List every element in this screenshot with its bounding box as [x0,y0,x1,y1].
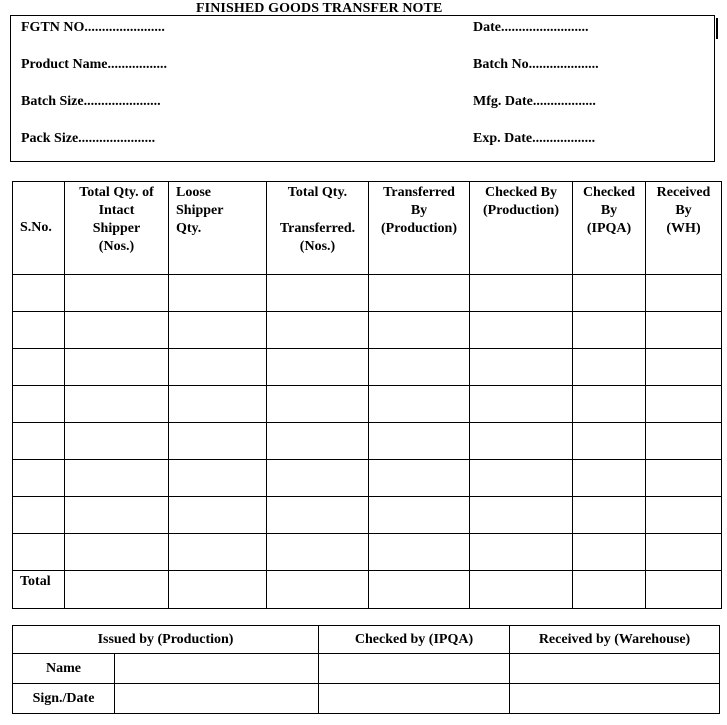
table-cell[interactable] [169,312,267,349]
col-header-total-qty: Total Qty. Transferred. (Nos.) [267,182,369,275]
table-cell[interactable] [65,386,169,423]
table-cell[interactable] [470,423,573,460]
fgtn-no-field[interactable]: FGTN NO....................... [21,20,165,35]
header-edge-mark [716,18,718,39]
transfer-table [12,181,722,609]
batch-no-field[interactable]: Batch No.................... [473,57,599,72]
table-row [13,460,722,497]
table-cell[interactable] [646,386,722,423]
issued-by-name-cell[interactable] [115,654,319,684]
table-cell[interactable] [470,312,573,349]
table-cell[interactable] [13,497,65,534]
received-by-name-cell[interactable] [510,654,720,684]
table-cell[interactable] [573,497,646,534]
table-cell[interactable] [267,460,369,497]
table-cell[interactable] [267,423,369,460]
document-title: FINISHED GOODS TRANSFER NOTE [196,1,443,16]
product-name-field[interactable]: Product Name................. [21,57,167,72]
mfg-date-field[interactable]: Mfg. Date.................. [473,94,596,109]
batch-size-field[interactable]: Batch Size...................... [21,94,161,109]
table-row [13,349,722,386]
sign-date-label: Sign./Date [13,684,115,714]
col-header-loose-shipper: Loose Shipper Qty. [169,182,267,275]
table-cell[interactable] [169,423,267,460]
table-cell[interactable] [169,349,267,386]
table-cell[interactable] [369,534,470,571]
received-by-warehouse-header: Received by (Warehouse) [510,626,720,654]
col-header-sno: S.No. [13,182,65,275]
table-cell[interactable] [169,497,267,534]
received-by-sign-cell[interactable] [510,684,720,714]
table-cell[interactable] [13,386,65,423]
table-cell[interactable] [13,460,65,497]
table-row [13,386,722,423]
table-cell[interactable] [65,534,169,571]
table-cell[interactable] [470,386,573,423]
table-cell[interactable] [573,312,646,349]
table-cell[interactable] [267,386,369,423]
signature-table [12,625,720,714]
total-row [13,571,722,609]
total-cell[interactable] [267,571,369,609]
table-cell[interactable] [267,534,369,571]
table-cell[interactable] [646,460,722,497]
table-cell[interactable] [646,534,722,571]
table-cell[interactable] [646,497,722,534]
table-row [13,312,722,349]
total-cell[interactable] [470,571,573,609]
table-cell[interactable] [169,534,267,571]
col-header-transferred-by: Transferred By (Production) [369,182,470,275]
table-cell[interactable] [573,386,646,423]
table-cell[interactable] [369,275,470,312]
table-cell[interactable] [470,460,573,497]
issued-by-sign-cell[interactable] [115,684,319,714]
table-cell[interactable] [573,423,646,460]
table-cell[interactable] [369,386,470,423]
table-cell[interactable] [573,460,646,497]
table-row [13,275,722,312]
table-cell[interactable] [65,275,169,312]
table-cell[interactable] [13,275,65,312]
total-cell[interactable] [573,571,646,609]
table-cell[interactable] [646,312,722,349]
table-cell[interactable] [646,423,722,460]
total-cell[interactable] [65,571,169,609]
sign-date-row [13,684,720,714]
table-cell[interactable] [13,349,65,386]
table-cell[interactable] [470,534,573,571]
table-cell[interactable] [65,349,169,386]
col-header-intact-shipper: Total Qty. of Intact Shipper (Nos.) [65,182,169,275]
table-cell[interactable] [267,349,369,386]
table-cell[interactable] [369,312,470,349]
total-label: Total [13,571,65,609]
table-cell[interactable] [13,534,65,571]
pack-size-field[interactable]: Pack Size...................... [21,131,156,146]
name-row [13,654,720,684]
table-cell[interactable] [470,497,573,534]
table-cell[interactable] [169,386,267,423]
table-header-row [13,182,722,275]
table-cell[interactable] [267,497,369,534]
total-cell[interactable] [646,571,722,609]
table-row [13,423,722,460]
table-cell[interactable] [369,423,470,460]
table-cell[interactable] [65,312,169,349]
table-cell[interactable] [13,312,65,349]
table-cell[interactable] [267,312,369,349]
table-cell[interactable] [65,423,169,460]
table-cell[interactable] [169,275,267,312]
table-cell[interactable] [573,534,646,571]
table-cell[interactable] [646,275,722,312]
table-cell[interactable] [470,349,573,386]
name-label: Name [13,654,115,684]
table-cell[interactable] [13,423,65,460]
table-row [13,497,722,534]
exp-date-field[interactable]: Exp. Date.................. [473,131,596,146]
checked-by-sign-cell[interactable] [319,684,510,714]
checked-by-ipqa-header: Checked by (IPQA) [319,626,510,654]
table-cell[interactable] [369,460,470,497]
table-cell[interactable] [646,349,722,386]
total-cell[interactable] [169,571,267,609]
total-cell[interactable] [369,571,470,609]
table-cell[interactable] [65,497,169,534]
table-cell[interactable] [369,349,470,386]
table-cell[interactable] [573,349,646,386]
table-cell[interactable] [573,275,646,312]
table-cell[interactable] [65,460,169,497]
col-header-checked-by-production: Checked By (Production) [470,182,573,275]
date-field[interactable]: Date......................... [473,20,589,35]
table-cell[interactable] [267,275,369,312]
signature-header-row [13,626,720,654]
checked-by-name-cell[interactable] [319,654,510,684]
table-cell[interactable] [470,275,573,312]
col-header-received-by-wh: Received By (WH) [646,182,722,275]
issued-by-header: Issued by (Production) [13,626,319,654]
table-cell[interactable] [169,460,267,497]
table-row [13,534,722,571]
col-header-checked-by-ipqa: Checked By (IPQA) [573,182,646,275]
table-cell[interactable] [369,497,470,534]
